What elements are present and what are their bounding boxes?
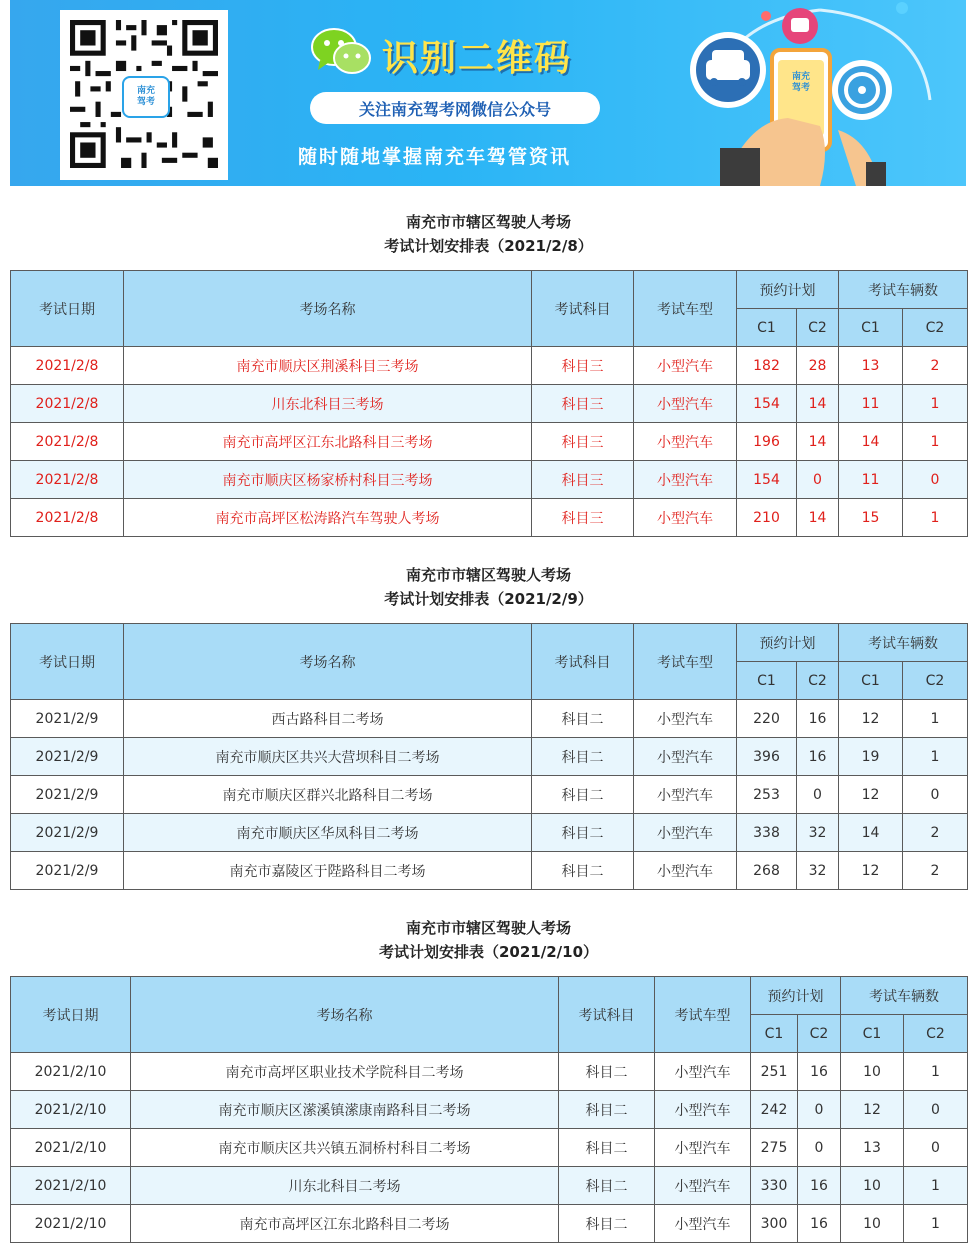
- header-cars: 考试车辆数: [839, 624, 968, 662]
- cell-booking-c1: 268: [737, 852, 797, 890]
- cell-booking-c2: 32: [797, 852, 839, 890]
- cell-cars-c1: 13: [839, 347, 903, 385]
- cell-booking-c1: 275: [751, 1129, 798, 1167]
- cell-booking-c2: 14: [797, 499, 839, 537]
- cell-date: 2021/2/9: [11, 852, 124, 890]
- header-booking: 预约计划: [737, 624, 839, 662]
- cell-vehicle: 小型汽车: [634, 347, 737, 385]
- table-row: [11, 814, 968, 852]
- cell-booking-c2: 16: [798, 1205, 841, 1243]
- cell-cars-c2: 1: [903, 499, 968, 537]
- header-cars-c2: C2: [904, 1015, 968, 1053]
- qr-badge-text-2: 驾考: [136, 97, 155, 107]
- cell-date: 2021/2/9: [11, 738, 124, 776]
- cell-booking-c2: 16: [798, 1167, 841, 1205]
- cell-venue: 南充市顺庆区共兴大营坝科目二考场: [124, 738, 532, 776]
- cell-cars-c1: 10: [841, 1205, 904, 1243]
- cell-booking-c2: 16: [797, 738, 839, 776]
- cell-date: 2021/2/10: [11, 1053, 131, 1091]
- cell-cars-c1: 14: [839, 423, 903, 461]
- header-venue: 考场名称: [131, 977, 559, 1053]
- header-venue: 考场名称: [124, 271, 532, 347]
- cell-booking-c1: 196: [737, 423, 797, 461]
- section-title-1: 南充市市辖区驾驶人考场: [405, 213, 571, 231]
- table-row: [11, 461, 968, 499]
- cell-subject: 科目二: [559, 1129, 655, 1167]
- cell-cars-c1: 13: [841, 1129, 904, 1167]
- header-booking-c1: C1: [751, 1015, 798, 1053]
- header-booking-c1: C1: [737, 309, 797, 347]
- banner-subtitle: 随时随地掌握南充车驾管资讯: [298, 146, 572, 168]
- cell-vehicle: 小型汽车: [634, 700, 737, 738]
- qr-badge-text-1: 南充: [136, 86, 155, 96]
- banner-follow-pill: 关注南充驾考网微信公众号: [310, 92, 600, 124]
- cell-subject: 科目二: [559, 1167, 655, 1205]
- header-date: 考试日期: [11, 977, 131, 1053]
- cell-vehicle: 小型汽车: [634, 499, 737, 537]
- cell-venue: 南充市顺庆区杨家桥村科目三考场: [124, 461, 532, 499]
- cell-vehicle: 小型汽车: [655, 1129, 751, 1167]
- table-row: [11, 1053, 968, 1091]
- header-cars: 考试车辆数: [839, 271, 968, 309]
- cell-booking-c1: 396: [737, 738, 797, 776]
- cell-cars-c2: 2: [903, 852, 968, 890]
- cell-venue: 南充市顺庆区群兴北路科目二考场: [124, 776, 532, 814]
- cell-vehicle: 小型汽车: [655, 1205, 751, 1243]
- cell-booking-c2: 32: [797, 814, 839, 852]
- cell-venue: 南充市顺庆区潆溪镇潆康南路科目二考场: [131, 1091, 559, 1129]
- table-row: [11, 1129, 968, 1167]
- wechat-promo-banner[interactable]: [10, 0, 966, 186]
- cell-cars-c1: 15: [839, 499, 903, 537]
- schedule-table-2: [10, 623, 968, 890]
- header-vehicle: 考试车型: [655, 977, 751, 1053]
- section-title-2: 南充市市辖区驾驶人考场: [405, 566, 571, 584]
- cell-booking-c1: 154: [737, 461, 797, 499]
- cell-vehicle: 小型汽车: [655, 1167, 751, 1205]
- cell-cars-c1: 19: [839, 738, 903, 776]
- cell-vehicle: 小型汽车: [634, 776, 737, 814]
- cell-date: 2021/2/8: [11, 347, 124, 385]
- cell-venue: 西古路科目二考场: [124, 700, 532, 738]
- table-row: [11, 423, 968, 461]
- qr-logo-badge: [122, 76, 170, 118]
- header-date: 考试日期: [11, 624, 124, 700]
- header-cars-c1: C1: [839, 662, 903, 700]
- schedule-section-2: [10, 563, 967, 890]
- cell-cars-c2: 1: [903, 700, 968, 738]
- cell-booking-c2: 0: [798, 1091, 841, 1129]
- cell-cars-c1: 14: [839, 814, 903, 852]
- cell-cars-c2: 1: [903, 738, 968, 776]
- section-title-3: 南充市市辖区驾驶人考场: [405, 919, 571, 937]
- cell-booking-c1: 210: [737, 499, 797, 537]
- cell-booking-c2: 14: [797, 385, 839, 423]
- cell-venue: 南充市顺庆区荆溪科目三考场: [124, 347, 532, 385]
- cell-cars-c2: 1: [904, 1205, 968, 1243]
- header-booking-c2: C2: [797, 662, 839, 700]
- cell-cars-c2: 0: [904, 1091, 968, 1129]
- cell-date: 2021/2/8: [11, 385, 124, 423]
- cell-venue: 南充市高坪区江东北路科目三考场: [124, 423, 532, 461]
- table-row: [11, 347, 968, 385]
- cell-booking-c2: 0: [798, 1129, 841, 1167]
- header-booking: 预约计划: [737, 271, 839, 309]
- cell-cars-c2: 2: [903, 347, 968, 385]
- cell-date: 2021/2/9: [11, 700, 124, 738]
- cell-cars-c1: 10: [841, 1053, 904, 1091]
- cell-venue: 川东北科目三考场: [124, 385, 532, 423]
- section-subtitle-2: 考试计划安排表（2021/2/9）: [384, 590, 593, 608]
- table-row: [11, 1205, 968, 1243]
- table-row: [11, 776, 968, 814]
- cell-vehicle: 小型汽车: [634, 423, 737, 461]
- table-row: [11, 385, 968, 423]
- phone-label-text-2: 驾考: [791, 83, 810, 93]
- cell-date: 2021/2/8: [11, 499, 124, 537]
- phone-screen-label: [780, 72, 822, 94]
- header-cars-c2: C2: [903, 662, 968, 700]
- phone-label-text-1: 南充: [791, 72, 810, 82]
- table-row: [11, 738, 968, 776]
- header-venue: 考场名称: [124, 624, 532, 700]
- cell-booking-c2: 16: [797, 700, 839, 738]
- cell-venue: 南充市嘉陵区于陛路科目二考场: [124, 852, 532, 890]
- header-cars-c1: C1: [841, 1015, 904, 1053]
- cell-date: 2021/2/8: [11, 461, 124, 499]
- cell-subject: 科目三: [532, 423, 634, 461]
- cell-cars-c2: 0: [903, 776, 968, 814]
- cell-subject: 科目二: [559, 1091, 655, 1129]
- cell-subject: 科目二: [559, 1053, 655, 1091]
- schedule-table-1: [10, 270, 968, 537]
- cell-subject: 科目三: [532, 385, 634, 423]
- cell-cars-c1: 11: [839, 461, 903, 499]
- wechat-icon: [310, 26, 372, 78]
- cell-cars-c2: 1: [903, 385, 968, 423]
- cell-booking-c1: 338: [737, 814, 797, 852]
- cell-booking-c2: 0: [797, 776, 839, 814]
- cell-cars-c1: 12: [839, 852, 903, 890]
- table-row: [11, 1091, 968, 1129]
- cell-vehicle: 小型汽车: [634, 814, 737, 852]
- cell-date: 2021/2/9: [11, 814, 124, 852]
- cell-date: 2021/2/9: [11, 776, 124, 814]
- cell-cars-c2: 1: [903, 423, 968, 461]
- cell-venue: 南充市顺庆区共兴镇五洞桥村科目二考场: [131, 1129, 559, 1167]
- table-row: [11, 499, 968, 537]
- cell-cars-c1: 10: [841, 1167, 904, 1205]
- cell-vehicle: 小型汽车: [634, 852, 737, 890]
- header-subject: 考试科目: [559, 977, 655, 1053]
- header-subject: 考试科目: [532, 271, 634, 347]
- cell-booking-c1: 242: [751, 1091, 798, 1129]
- schedule-section-1: [10, 210, 967, 537]
- cell-venue: 南充市高坪区江东北路科目二考场: [131, 1205, 559, 1243]
- cell-booking-c2: 16: [798, 1053, 841, 1091]
- section-subtitle-3: 考试计划安排表（2021/2/10）: [378, 943, 599, 961]
- cell-cars-c1: 11: [839, 385, 903, 423]
- cell-subject: 科目二: [532, 852, 634, 890]
- header-booking-c2: C2: [797, 309, 839, 347]
- cell-vehicle: 小型汽车: [655, 1091, 751, 1129]
- cell-cars-c1: 12: [841, 1091, 904, 1129]
- cell-venue: 南充市高坪区松涛路汽车驾驶人考场: [124, 499, 532, 537]
- cell-booking-c1: 220: [737, 700, 797, 738]
- cell-booking-c1: 251: [751, 1053, 798, 1091]
- cell-booking-c1: 253: [737, 776, 797, 814]
- cell-date: 2021/2/8: [11, 423, 124, 461]
- header-vehicle: 考试车型: [634, 271, 737, 347]
- cell-venue: 川东北科目二考场: [131, 1167, 559, 1205]
- cell-cars-c1: 12: [839, 776, 903, 814]
- cell-booking-c2: 0: [797, 461, 839, 499]
- cell-subject: 科目三: [532, 461, 634, 499]
- cell-subject: 科目二: [532, 776, 634, 814]
- cell-cars-c2: 2: [903, 814, 968, 852]
- table-row: [11, 1167, 968, 1205]
- header-cars-c2: C2: [903, 309, 968, 347]
- cell-subject: 科目三: [532, 499, 634, 537]
- qr-code: [60, 10, 228, 180]
- header-cars: 考试车辆数: [841, 977, 968, 1015]
- header-booking-c2: C2: [798, 1015, 841, 1053]
- cell-date: 2021/2/10: [11, 1205, 131, 1243]
- header-vehicle: 考试车型: [634, 624, 737, 700]
- cell-subject: 科目三: [532, 347, 634, 385]
- cell-subject: 科目二: [532, 814, 634, 852]
- cell-subject: 科目二: [559, 1205, 655, 1243]
- cell-subject: 科目二: [532, 738, 634, 776]
- cell-vehicle: 小型汽车: [634, 385, 737, 423]
- cell-booking-c1: 300: [751, 1205, 798, 1243]
- cell-date: 2021/2/10: [11, 1167, 131, 1205]
- cell-date: 2021/2/10: [11, 1091, 131, 1129]
- cell-date: 2021/2/10: [11, 1129, 131, 1167]
- cell-cars-c1: 12: [839, 700, 903, 738]
- header-date: 考试日期: [11, 271, 124, 347]
- schedule-table-3: [10, 976, 968, 1243]
- cell-booking-c1: 182: [737, 347, 797, 385]
- schedule-section-3: [10, 916, 967, 1243]
- cell-cars-c2: 0: [904, 1129, 968, 1167]
- cell-vehicle: 小型汽车: [634, 461, 737, 499]
- cell-cars-c2: 0: [903, 461, 968, 499]
- banner-title: 识别二维码: [382, 38, 573, 79]
- cell-venue: 南充市顺庆区华凤科目二考场: [124, 814, 532, 852]
- header-cars-c1: C1: [839, 309, 903, 347]
- cell-venue: 南充市高坪区职业技术学院科目二考场: [131, 1053, 559, 1091]
- cell-booking-c1: 330: [751, 1167, 798, 1205]
- cell-booking-c1: 154: [737, 385, 797, 423]
- header-booking-c1: C1: [737, 662, 797, 700]
- header-subject: 考试科目: [532, 624, 634, 700]
- section-subtitle-1: 考试计划安排表（2021/2/8）: [384, 237, 593, 255]
- header-booking: 预约计划: [751, 977, 841, 1015]
- cell-cars-c2: 1: [904, 1167, 968, 1205]
- cell-subject: 科目二: [532, 700, 634, 738]
- cell-booking-c2: 28: [797, 347, 839, 385]
- cell-vehicle: 小型汽车: [655, 1053, 751, 1091]
- table-row: [11, 700, 968, 738]
- table-row: [11, 852, 968, 890]
- cell-booking-c2: 14: [797, 423, 839, 461]
- cell-cars-c2: 1: [904, 1053, 968, 1091]
- cell-vehicle: 小型汽车: [634, 738, 737, 776]
